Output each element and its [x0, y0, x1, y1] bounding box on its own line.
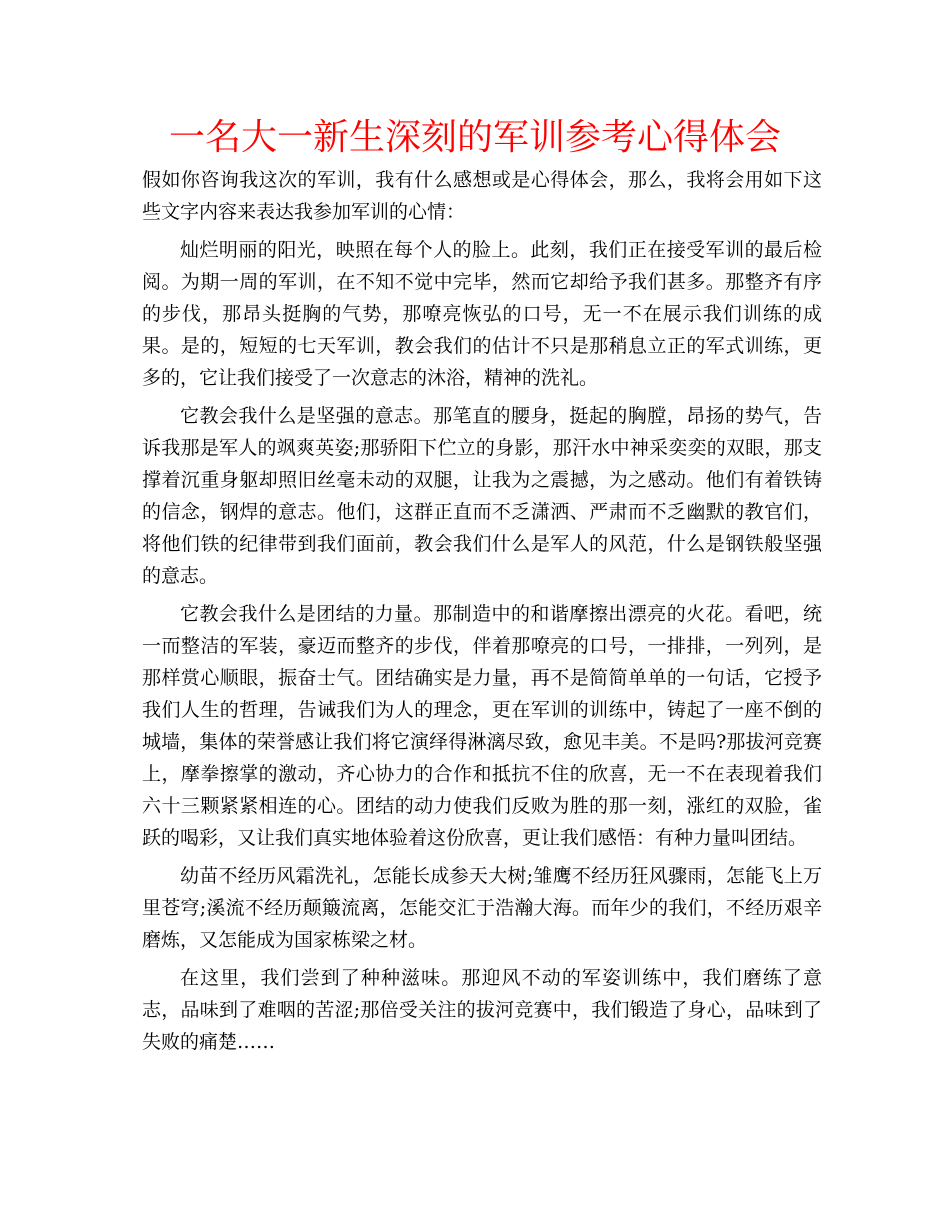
paragraph-intro: 假如你咨询我这次的军训，我有什么感想或是心得体会，那么，我将会用如下这些文字内容来表达我参加军训的心情：	[142, 169, 822, 223]
paragraph: 它教会我什么是团结的力量。那制造中的和谐摩擦出漂亮的火花。看吧，统一而整洁的军装，豪迈而整齐的步伐，伴着那嘹亮的口号，一排排，一列列，是那样赏心顺眼，振奋士气。团结确实是力量，再不是简简单单的一句话，它授予我们人生的哲理，告诫我们为人的理念，更在军训的训练中，铸起了一座不倒的城墙，集体的荣誉感让我们将它演绎得淋漓尽致，愈见丰美。不是吗?那拔河竞赛上，摩拳擦掌的激动，齐心协力的合作和抵抗不住的欣喜，无一不在表现着我们六十三颗紧紧相连的心。团结的动力使我们反败为胜的那一刻，涨红的双脸，雀跃的喝彩，又让我们真实地体验着这份欣喜，更让我们感悟：有种力量叫团结。	[142, 603, 822, 849]
document-body	[142, 164, 822, 1064]
paragraph: 幼苗不经历风霜洗礼，怎能长成参天大树;雏鹰不经历狂风骤雨，怎能飞上万里苍穹;溪流不经历颠簸流离，怎能交汇于浩瀚大海。而年少的我们，不经历艰辛磨炼，又怎能成为国家栋梁之材。	[142, 865, 822, 951]
paragraph: 在这里，我们尝到了种种滋味。那迎风不动的军姿训练中，我们磨练了意志，品味到了难咽的苦涩;那倍受关注的拔河竞赛中，我们锻造了身心，品味到了失败的痛楚……	[142, 967, 822, 1053]
document-title: 一名大一新生深刻的军训参考心得体会	[168, 117, 781, 158]
paragraph: 灿烂明丽的阳光，映照在每个人的脸上。此刻，我们正在接受军训的最后检阅。为期一周的军训，在不知不觉中完毕，然而它却给予我们甚多。那整齐有序的步伐，那昂头挺胸的气势，那嘹亮恢弘的口号，无一不在展示我们训练的成果。是的，短短的七天军训，教会我们的估计不只是那稍息立正的军式训练，更多的，它让我们接受了一次意志的沐浴，精神的洗礼。	[142, 239, 822, 389]
paragraph: 它教会我什么是坚强的意志。那笔直的腰身，挺起的胸膛，昂扬的势气，告诉我那是军人的飒爽英姿;那骄阳下伫立的身影，那汗水中神采奕奕的双眼，那支撑着沉重身躯却照旧丝毫未动的双腿，让我为之震撼，为之感动。他们有着铁铸的信念，钢焊的意志。他们，这群正直而不乏潇洒、严肃而不乏幽默的教官们，将他们铁的纪律带到我们面前，教会我们什么是军人的风范，什么是钢铁般坚强的意志。	[142, 405, 822, 587]
